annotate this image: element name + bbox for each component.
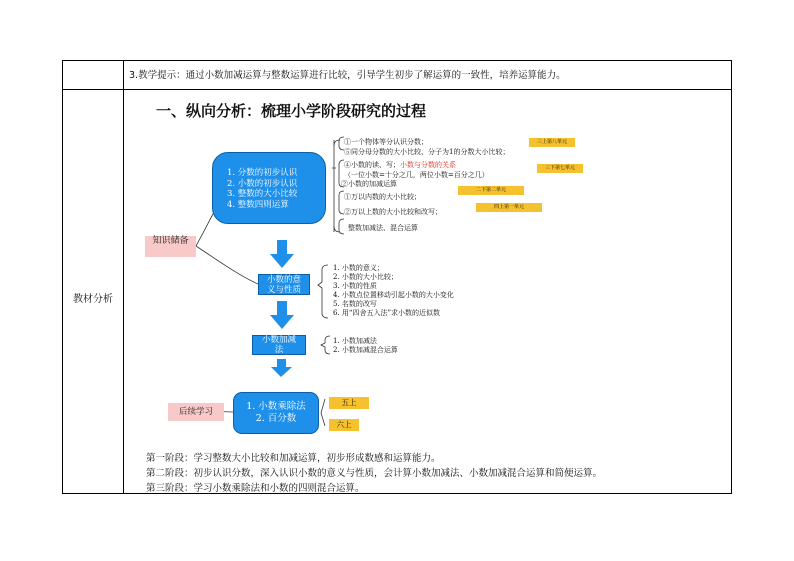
- main-item: 2. 小数的初步认识: [227, 178, 298, 189]
- addition-item: 2. 小数加减混合运算: [333, 346, 398, 354]
- knowledge-label-text: 知识储备: [152, 236, 189, 246]
- main-item: 3. 整数的大小比较: [227, 189, 298, 199]
- follow-label: 后续学习: [168, 403, 224, 421]
- meaning-box-line: 小数的意: [266, 275, 301, 285]
- meaning-item: 5. 名数的改写: [333, 300, 377, 308]
- unit-tag: 四上第一单元: [476, 203, 542, 212]
- row-label: 教材分析: [73, 294, 113, 305]
- main-item: 4. 整数四则运算: [227, 199, 289, 210]
- brace-follow: [321, 399, 325, 426]
- follow-box-line: 1. 小数乘除法: [246, 401, 306, 412]
- addition-box: [252, 335, 306, 355]
- meaning-item: 4. 小数点位置移动引起小数的大小变化: [333, 291, 454, 299]
- section-title: 一、纵向分析：梳理小学阶段研究的过程: [156, 102, 427, 120]
- brace-main: [332, 140, 336, 232]
- addition-item: 1. 小数加减法: [333, 337, 377, 345]
- branch-text: 整数加减法、混合运算: [348, 224, 418, 232]
- branch-text: ①万以内数的大小比较；: [344, 193, 421, 201]
- stage-paragraph: 第一阶段：学习整数大小比较和加减运算，初步形成数感和运算能力。: [146, 453, 441, 464]
- unit-tag: 二下第二单元: [458, 186, 524, 195]
- meaning-box-line: 义与性质: [266, 284, 301, 295]
- connector-knowledge-meaning: [196, 246, 258, 284]
- branch-text-part: ④小数的读、写；: [344, 161, 400, 169]
- follow-box: [233, 392, 319, 434]
- meaning-box: [258, 274, 310, 295]
- main-item: 1. 分数的初步认识: [227, 168, 298, 178]
- follow-box-line: 2. 百分数: [255, 413, 297, 424]
- knowledge-label: [145, 236, 196, 257]
- branch-text-red: 小数与分数的关系: [400, 161, 456, 169]
- stage-paragraph: 第三阶段：学习小数乘除法和小数的四则混合运算。: [146, 483, 365, 494]
- down-arrow-2: [270, 301, 294, 329]
- branch-text: ⑤同分母分数的大小比较、分子为1的分数大小比较；: [344, 148, 510, 156]
- grade-tag: 五上: [329, 397, 369, 409]
- unit-tag: 三下第七单元: [537, 164, 583, 173]
- branch-text: ②小数的加减运算: [341, 180, 397, 188]
- meaning-item: 1. 小数的意义；: [333, 264, 384, 272]
- meaning-item: 2. 小数的大小比较；: [333, 273, 398, 281]
- branch-text: ②万以上数的大小比较和改写；: [344, 208, 442, 216]
- unit-tag: 三上第八单元: [529, 138, 575, 147]
- teaching-hint: 3.教学提示：通过小数加减运算与整数运算进行比较，引导学生初步了解运算的一致性，培养运算能力。: [129, 70, 566, 81]
- brace-add: [321, 336, 330, 354]
- meaning-item: 3. 小数的性质: [333, 282, 377, 290]
- grade-tag: 六上: [329, 419, 359, 431]
- down-arrow-1: [270, 240, 294, 268]
- prior-knowledge-box: [212, 152, 326, 224]
- stage-paragraph: 第二阶段：初步认识分数，深入认识小数的意义与性质，会计算小数加减法、小数加减混合运算和简便运算。: [146, 468, 603, 479]
- branch-text: （一位小数=十分之几，两位小数=百分之几）: [344, 171, 489, 179]
- addition-box-line: 小数加减: [261, 335, 296, 345]
- meaning-item: 6. 用“四舍五入法”求小数的近似数: [333, 309, 441, 317]
- branch-text: ①一个物体等分认识分数；: [344, 138, 428, 146]
- branch-text: [344, 161, 456, 169]
- addition-box-line: 法: [274, 344, 284, 355]
- brace-meaning: [318, 265, 328, 318]
- down-arrow-3: [271, 359, 292, 377]
